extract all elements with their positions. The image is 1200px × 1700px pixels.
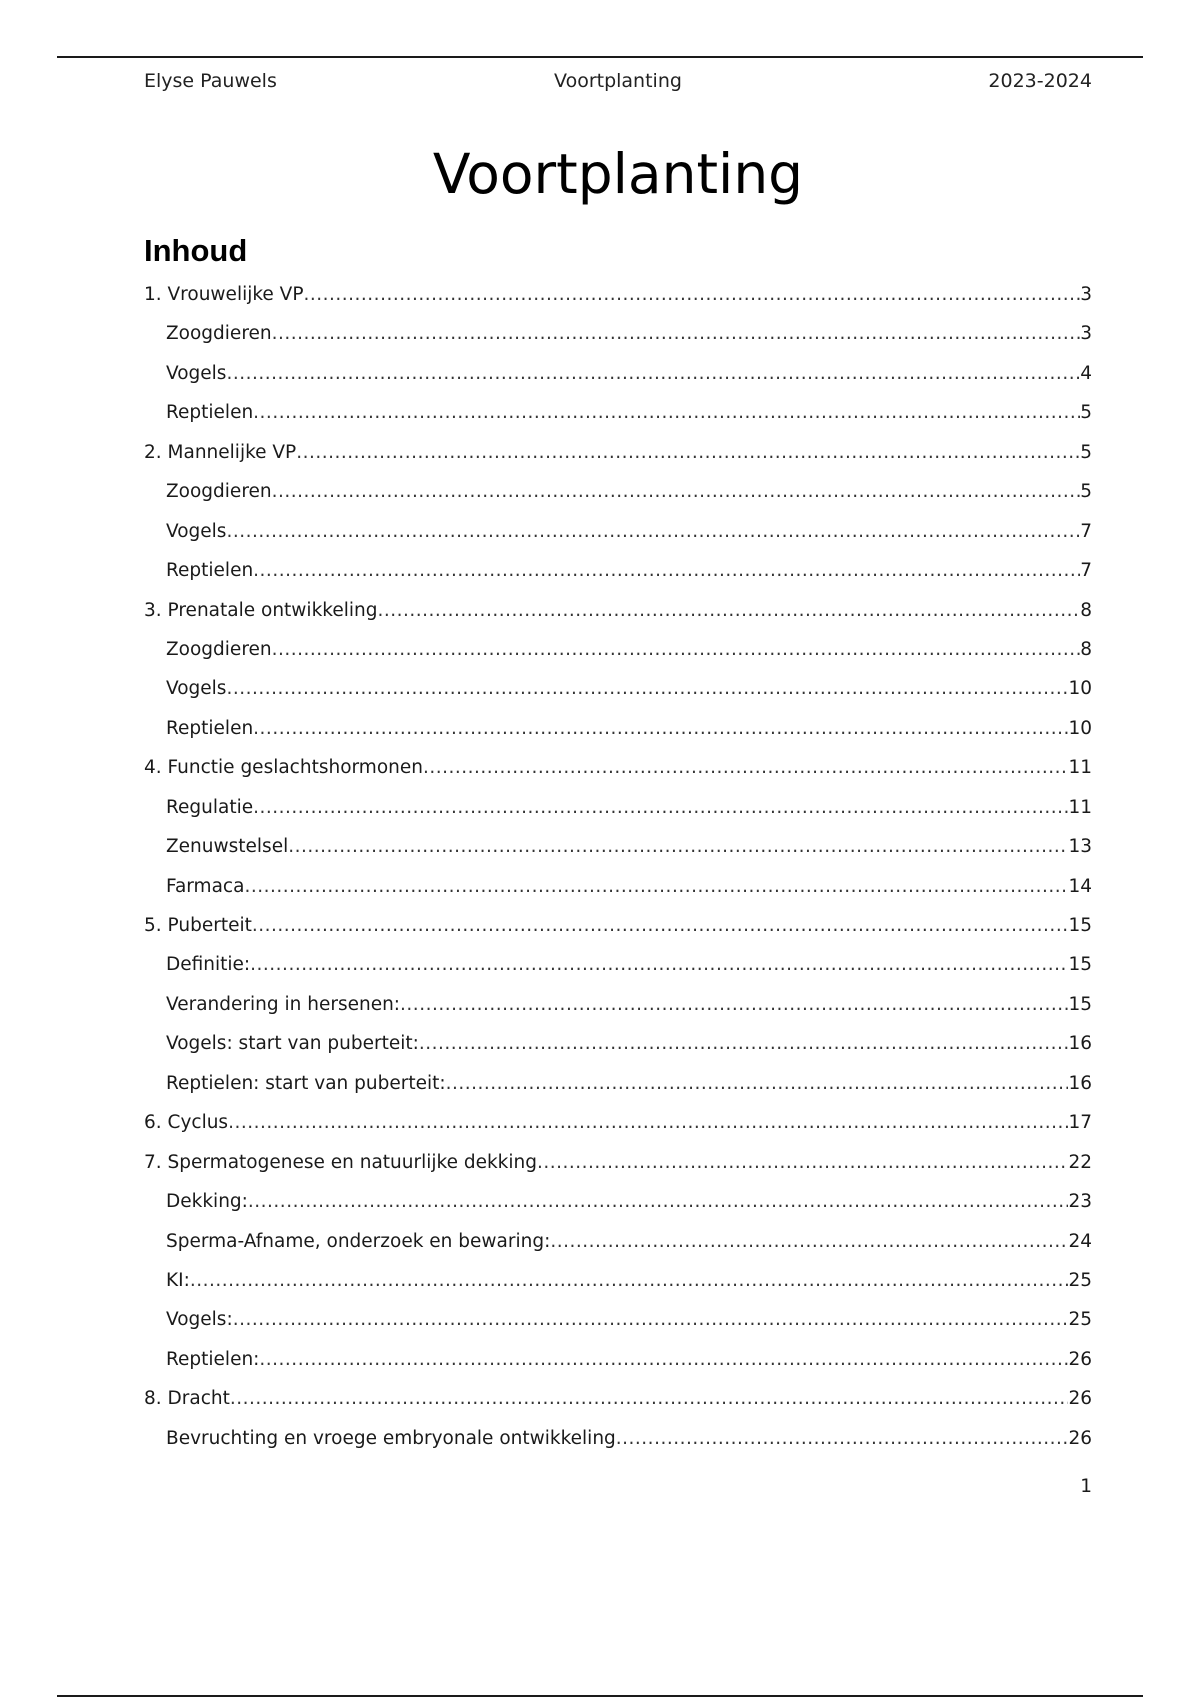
toc-dot-leader xyxy=(272,481,1081,502)
toc-entry[interactable] xyxy=(144,396,1092,435)
toc-entry-page: 15 xyxy=(1068,993,1092,1015)
header-subject: Voortplanting xyxy=(554,70,682,92)
toc-dot-leader xyxy=(252,915,1069,936)
toc-entry-title: 6. Cyclus xyxy=(144,1112,229,1134)
toc-dot-leader xyxy=(253,560,1080,581)
toc-entry-page: 5 xyxy=(1080,441,1092,463)
toc-entry-title: Dekking: xyxy=(166,1191,248,1213)
toc-entry-page: 23 xyxy=(1068,1191,1092,1213)
toc-entry[interactable] xyxy=(144,1225,1092,1264)
toc-entry-title: Reptielen xyxy=(166,717,254,739)
toc-entry-page: 13 xyxy=(1068,836,1092,858)
toc-entry-title: Bevruchting en vroege embryonale ontwikkeling xyxy=(166,1427,616,1449)
toc-dot-leader xyxy=(296,442,1080,463)
toc-entry[interactable] xyxy=(144,1382,1092,1421)
toc-dot-leader xyxy=(304,284,1081,305)
toc-dot-leader xyxy=(230,1388,1069,1409)
toc-entry[interactable] xyxy=(144,554,1092,593)
toc-entry-page: 15 xyxy=(1068,954,1092,976)
toc-entry-title: Vogels xyxy=(166,362,227,384)
toc-entry[interactable] xyxy=(144,357,1092,396)
toc-entry[interactable] xyxy=(144,278,1092,317)
toc-entry-page: 16 xyxy=(1068,1072,1092,1094)
toc-dot-leader xyxy=(250,954,1068,975)
toc-dot-leader xyxy=(272,639,1081,660)
toc-entry-title: Zoogdieren xyxy=(166,638,272,660)
toc-entry-title: Reptielen: start van puberteit: xyxy=(166,1072,446,1094)
toc-entry-page: 15 xyxy=(1068,915,1092,936)
toc-entry-title: Reptielen: xyxy=(166,1348,260,1370)
toc-entry[interactable] xyxy=(144,672,1092,711)
toc-entry-page: 11 xyxy=(1068,757,1092,779)
toc-dot-leader xyxy=(259,1349,1068,1370)
toc-entry-page: 11 xyxy=(1068,796,1092,818)
toc-entry-page: 3 xyxy=(1080,323,1092,345)
toc-entry[interactable] xyxy=(144,791,1092,830)
toc-entry-title: Reptielen xyxy=(166,560,254,582)
toc-entry-page: 22 xyxy=(1068,1151,1092,1173)
toc-dot-leader xyxy=(616,1428,1069,1449)
toc-entry[interactable] xyxy=(144,988,1092,1027)
toc-entry[interactable] xyxy=(144,909,1092,948)
toc-entry-page: 10 xyxy=(1068,678,1092,700)
toc-entry-title: Sperma-Afname, onderzoek en bewaring: xyxy=(166,1230,551,1252)
toc-dot-leader xyxy=(272,323,1081,344)
toc-entry-title: Verandering in hersenen: xyxy=(166,993,401,1015)
toc-entry[interactable] xyxy=(144,1185,1092,1224)
toc-entry[interactable] xyxy=(144,633,1092,672)
toc-entry-title: Zenuwstelsel xyxy=(166,836,289,858)
toc-entry[interactable] xyxy=(144,1264,1092,1303)
toc-entry[interactable] xyxy=(144,1343,1092,1382)
toc-entry[interactable] xyxy=(144,1146,1092,1185)
toc-entry-page: 25 xyxy=(1068,1269,1092,1291)
toc-dot-leader xyxy=(288,836,1068,857)
toc-entry-page: 26 xyxy=(1068,1348,1092,1370)
toc-dot-leader xyxy=(446,1073,1069,1094)
toc-entry-page: 24 xyxy=(1068,1230,1092,1252)
toc-entry-title: 3. Prenatale ontwikkeling xyxy=(144,599,378,621)
toc-entry-title: Vogels: xyxy=(166,1309,233,1331)
toc-dot-leader xyxy=(253,718,1068,739)
toc-entry[interactable] xyxy=(144,870,1092,909)
toc-entry-page: 8 xyxy=(1080,638,1092,660)
toc-entry-page: 7 xyxy=(1080,520,1092,542)
toc-dot-leader xyxy=(226,521,1080,542)
header-author: Elyse Pauwels xyxy=(144,70,277,92)
toc-dot-leader xyxy=(419,1033,1069,1054)
toc-entry-title: 8. Dracht xyxy=(144,1388,230,1410)
toc-entry-page: 14 xyxy=(1068,875,1092,897)
toc-dot-leader xyxy=(233,1309,1069,1330)
toc-entry-title: 5. Puberteit xyxy=(144,915,252,936)
toc-dot-leader xyxy=(537,1152,1068,1173)
toc-entry[interactable] xyxy=(144,475,1092,514)
toc-entry-page: 5 xyxy=(1080,481,1092,503)
toc-entry-title: 7. Spermatogenese en natuurlijke dekking xyxy=(144,1151,537,1173)
toc-dot-leader xyxy=(228,1112,1068,1133)
toc-entry[interactable] xyxy=(144,1027,1092,1066)
toc-heading: Inhoud xyxy=(144,233,248,268)
toc-entry[interactable] xyxy=(144,751,1092,790)
toc-entry-title: 1. Vrouwelijke VP xyxy=(144,284,304,305)
toc-entry[interactable] xyxy=(144,317,1092,356)
toc-entry-page: 7 xyxy=(1080,560,1092,582)
toc-entry-title: Reptielen xyxy=(166,402,254,424)
toc-entry-page: 5 xyxy=(1080,402,1092,424)
toc-entry-page: 17 xyxy=(1068,1112,1092,1134)
toc-dot-leader xyxy=(377,600,1080,621)
toc-entry-page: 8 xyxy=(1080,599,1092,621)
toc-entry-title: Definitie: xyxy=(166,954,251,976)
toc-dot-leader xyxy=(248,1191,1069,1212)
toc-entry[interactable] xyxy=(144,1422,1092,1461)
toc-entry[interactable] xyxy=(144,1067,1092,1106)
toc-entry-page: 16 xyxy=(1068,1033,1092,1055)
toc-entry-title: Vogels xyxy=(166,678,227,700)
table-of-contents xyxy=(144,278,1092,1461)
header-year: 2023-2024 xyxy=(988,70,1092,92)
toc-entry-title: Vogels: start van puberteit: xyxy=(166,1033,419,1055)
toc-entry-page: 26 xyxy=(1068,1427,1092,1449)
toc-dot-leader xyxy=(423,757,1068,778)
toc-dot-leader xyxy=(253,797,1068,818)
toc-entry-page: 25 xyxy=(1068,1309,1092,1331)
toc-entry[interactable] xyxy=(144,436,1092,475)
toc-entry-page: 26 xyxy=(1068,1388,1092,1410)
toc-entry[interactable] xyxy=(144,830,1092,869)
toc-dot-leader xyxy=(253,402,1080,423)
toc-entry[interactable] xyxy=(144,712,1092,751)
toc-entry-page: 4 xyxy=(1080,362,1092,384)
toc-entry[interactable] xyxy=(144,594,1092,633)
footer-rule xyxy=(57,1695,1143,1697)
header-rule xyxy=(57,56,1143,58)
toc-entry[interactable] xyxy=(144,948,1092,987)
toc-dot-leader xyxy=(226,363,1080,384)
toc-dot-leader xyxy=(550,1231,1068,1252)
toc-entry[interactable] xyxy=(144,1303,1092,1342)
toc-entry[interactable] xyxy=(144,1106,1092,1145)
toc-entry-title: 2. Mannelijke VP xyxy=(144,441,297,463)
toc-entry-title: KI: xyxy=(166,1269,190,1291)
toc-entry-title: Vogels xyxy=(166,520,227,542)
page-header xyxy=(144,70,1092,100)
toc-entry-page: 10 xyxy=(1068,717,1092,739)
toc-entry-title: 4. Functie geslachtshormonen xyxy=(144,757,423,779)
toc-dot-leader xyxy=(244,876,1068,897)
toc-entry-title: Zoogdieren xyxy=(166,323,272,345)
document-title: Voortplanting xyxy=(432,142,804,206)
toc-entry-page: 3 xyxy=(1080,284,1092,305)
toc-entry-title: Regulatie xyxy=(166,796,254,818)
toc-entry-title: Farmaca xyxy=(166,875,245,897)
toc-dot-leader xyxy=(190,1270,1069,1291)
toc-entry-title: Zoogdieren xyxy=(166,481,272,503)
toc-dot-leader xyxy=(400,994,1068,1015)
toc-dot-leader xyxy=(226,678,1068,699)
page-number: 1 xyxy=(1080,1476,1092,1497)
toc-entry[interactable] xyxy=(144,515,1092,554)
